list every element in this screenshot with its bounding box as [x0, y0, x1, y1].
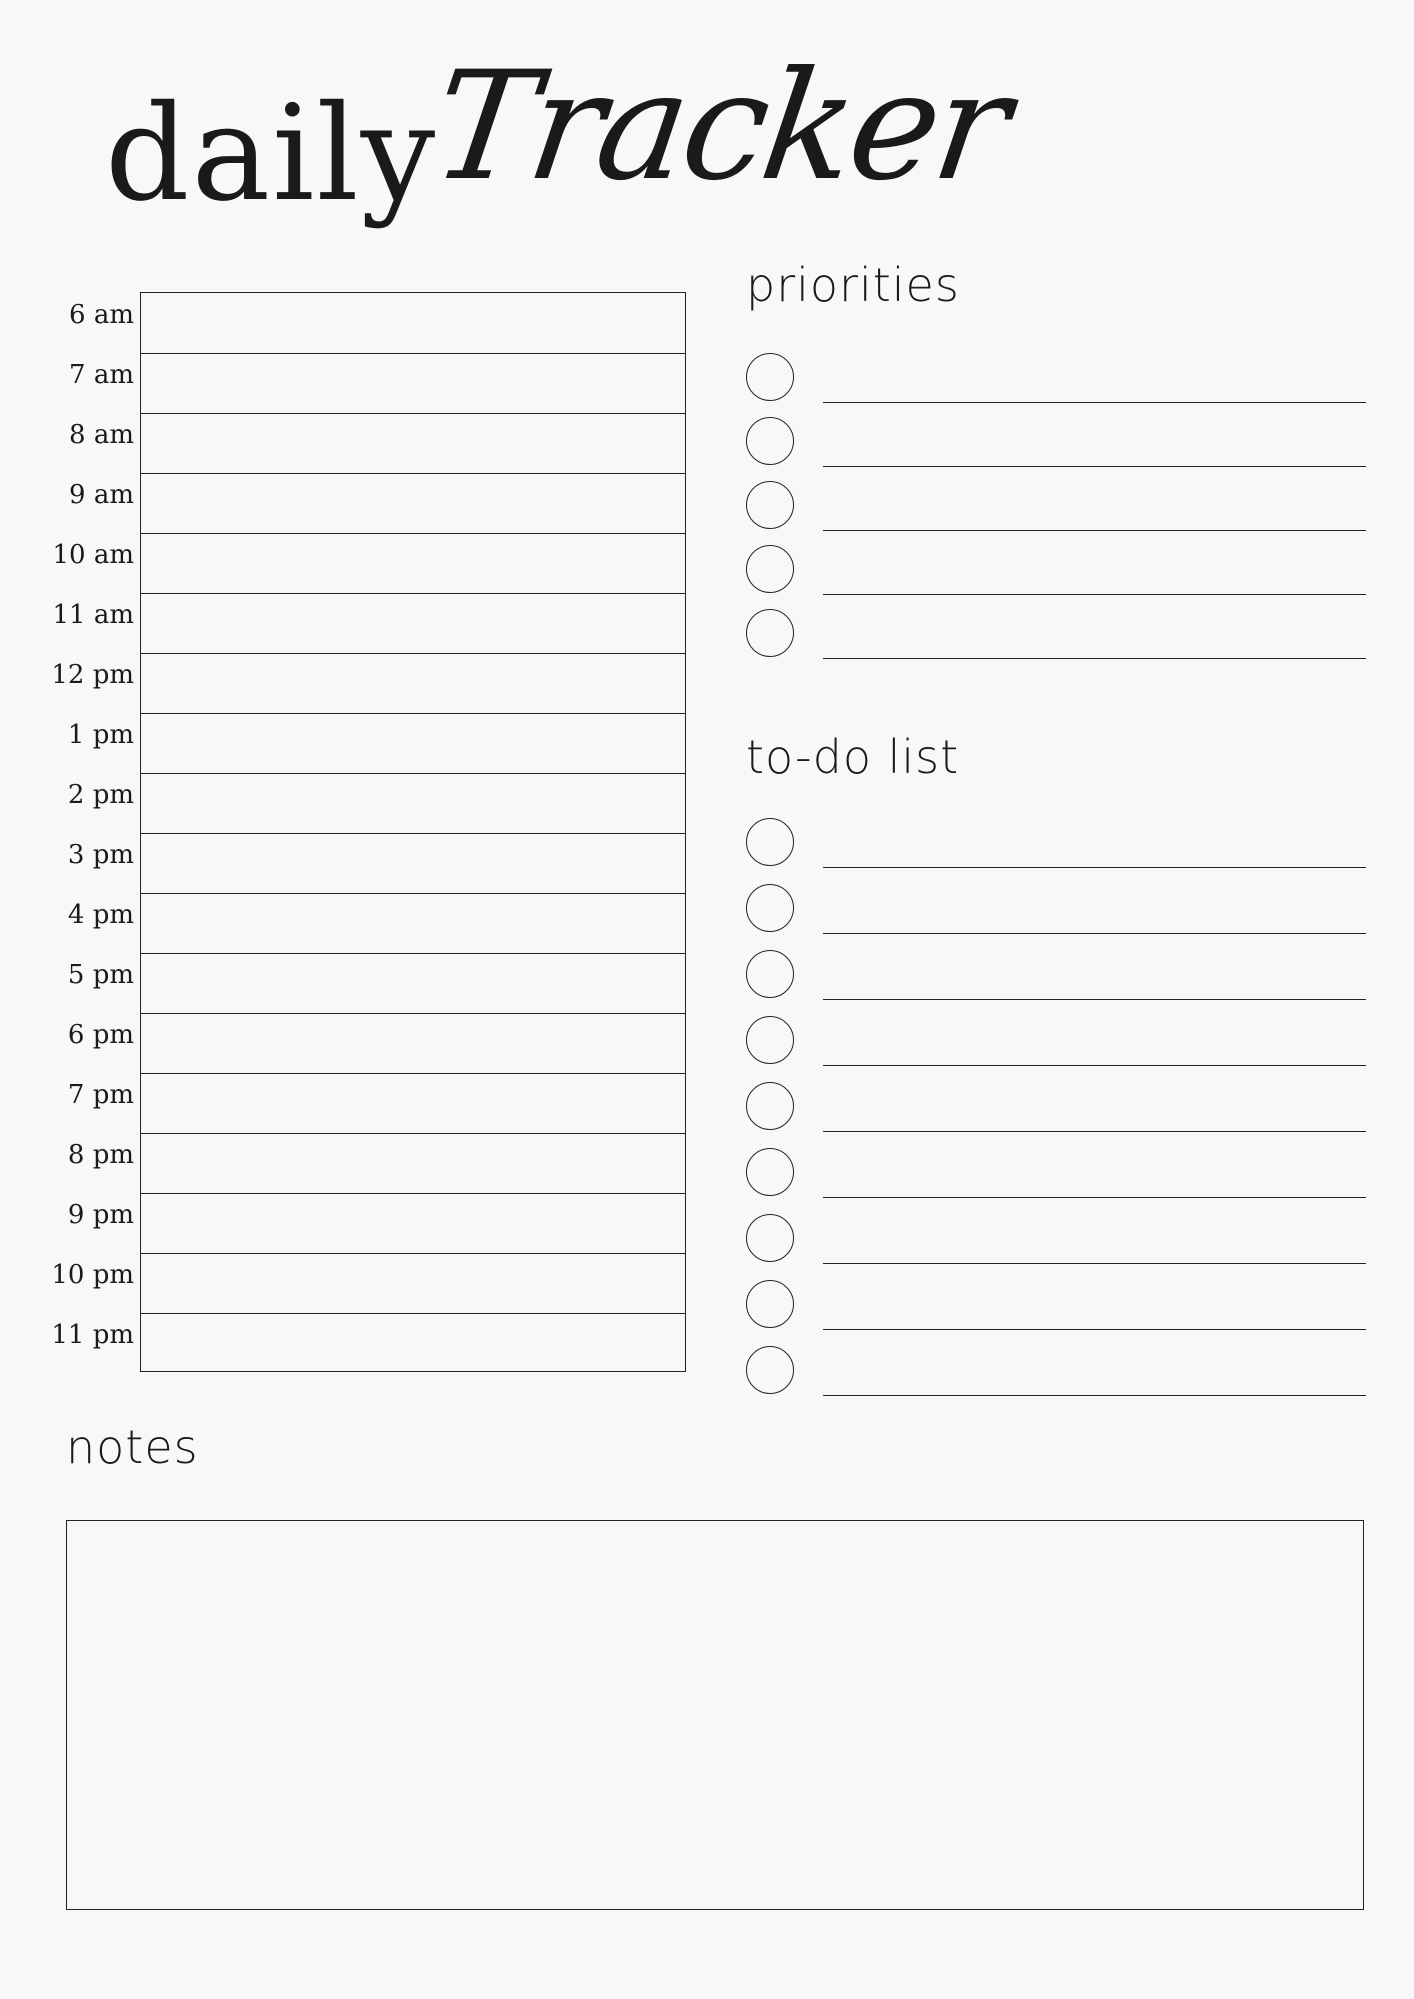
hour-label: 8 pm	[67, 1140, 134, 1170]
hour-label: 12 pm	[51, 660, 134, 690]
priority-entry-line[interactable]	[823, 466, 1366, 467]
todo-entry-line[interactable]	[823, 867, 1366, 868]
todo-item	[746, 1280, 1366, 1332]
notes-heading: notes	[66, 1420, 199, 1474]
schedule-row[interactable]	[141, 713, 685, 774]
todo-entry-line[interactable]	[823, 933, 1366, 934]
hour-label: 10 am	[52, 540, 134, 570]
priority-entry-line[interactable]	[823, 594, 1366, 595]
hour-label: 6 pm	[67, 1020, 134, 1050]
todo-item	[746, 818, 1366, 870]
title-tracker: Tracker	[422, 40, 1016, 214]
todo-checkbox[interactable]	[746, 1346, 794, 1394]
todo-item	[746, 1214, 1366, 1266]
priority-item	[746, 481, 1366, 533]
schedule-row[interactable]	[141, 893, 685, 954]
priority-item	[746, 417, 1366, 469]
todo-item	[746, 950, 1366, 1002]
todo-item	[746, 884, 1366, 936]
schedule-row[interactable]	[141, 533, 685, 594]
priority-entry-line[interactable]	[823, 658, 1366, 659]
schedule-row[interactable]	[141, 593, 685, 654]
priority-item	[746, 545, 1366, 597]
hour-label: 8 am	[69, 420, 134, 450]
todo-entry-line[interactable]	[823, 1131, 1366, 1132]
todo-checkbox[interactable]	[746, 1280, 794, 1328]
page-title	[105, 40, 1016, 240]
todo-entry-line[interactable]	[823, 1197, 1366, 1198]
priority-checkbox[interactable]	[746, 417, 794, 465]
hour-label: 3 pm	[67, 840, 134, 870]
priority-checkbox[interactable]	[746, 353, 794, 401]
hour-label: 7 pm	[67, 1080, 134, 1110]
todo-entry-line[interactable]	[823, 1329, 1366, 1330]
notes-box[interactable]	[66, 1520, 1364, 1910]
schedule-row[interactable]	[141, 413, 685, 474]
priority-checkbox[interactable]	[746, 609, 794, 657]
schedule-row[interactable]	[141, 953, 685, 1014]
priority-entry-line[interactable]	[823, 402, 1366, 403]
priority-checkbox[interactable]	[746, 481, 794, 529]
hour-label: 7 am	[69, 360, 134, 390]
schedule-row[interactable]	[141, 1073, 685, 1134]
schedule-row[interactable]	[141, 773, 685, 834]
hourly-schedule	[140, 292, 686, 1372]
schedule-row[interactable]	[141, 1193, 685, 1254]
todo-entry-line[interactable]	[823, 1065, 1366, 1066]
todo-heading: to-do list	[746, 730, 960, 784]
hour-label: 9 pm	[67, 1200, 134, 1230]
todo-checkbox[interactable]	[746, 1148, 794, 1196]
hour-label: 9 am	[69, 480, 134, 510]
todo-checkbox[interactable]	[746, 1082, 794, 1130]
todo-checkbox[interactable]	[746, 1214, 794, 1262]
hour-label: 6 am	[69, 300, 134, 330]
todo-entry-line[interactable]	[823, 1395, 1366, 1396]
todo-checkbox[interactable]	[746, 884, 794, 932]
todo-item	[746, 1082, 1366, 1134]
schedule-row[interactable]	[141, 293, 685, 354]
title-daily: daily	[105, 77, 438, 231]
priority-item	[746, 609, 1366, 661]
priorities-heading: priorities	[746, 258, 960, 312]
todo-item	[746, 1148, 1366, 1200]
schedule-row[interactable]	[141, 1313, 685, 1373]
hour-label: 4 pm	[67, 900, 134, 930]
todo-checkbox[interactable]	[746, 1016, 794, 1064]
todo-item	[746, 1016, 1366, 1068]
hour-label: 5 pm	[67, 960, 134, 990]
hour-label: 1 pm	[67, 720, 134, 750]
schedule-row[interactable]	[141, 833, 685, 894]
priority-item	[746, 353, 1366, 405]
todo-item	[746, 1346, 1366, 1398]
schedule-row[interactable]	[141, 1013, 685, 1074]
schedule-row[interactable]	[141, 473, 685, 534]
schedule-row[interactable]	[141, 353, 685, 414]
schedule-row[interactable]	[141, 653, 685, 714]
priority-entry-line[interactable]	[823, 530, 1366, 531]
schedule-row[interactable]	[141, 1253, 685, 1314]
hour-label: 2 pm	[67, 780, 134, 810]
priority-checkbox[interactable]	[746, 545, 794, 593]
schedule-row[interactable]	[141, 1133, 685, 1194]
hour-label: 10 pm	[51, 1260, 134, 1290]
todo-checkbox[interactable]	[746, 818, 794, 866]
todo-entry-line[interactable]	[823, 999, 1366, 1000]
todo-checkbox[interactable]	[746, 950, 794, 998]
hour-label: 11 pm	[51, 1320, 134, 1350]
todo-entry-line[interactable]	[823, 1263, 1366, 1264]
hour-label: 11 am	[52, 600, 134, 630]
